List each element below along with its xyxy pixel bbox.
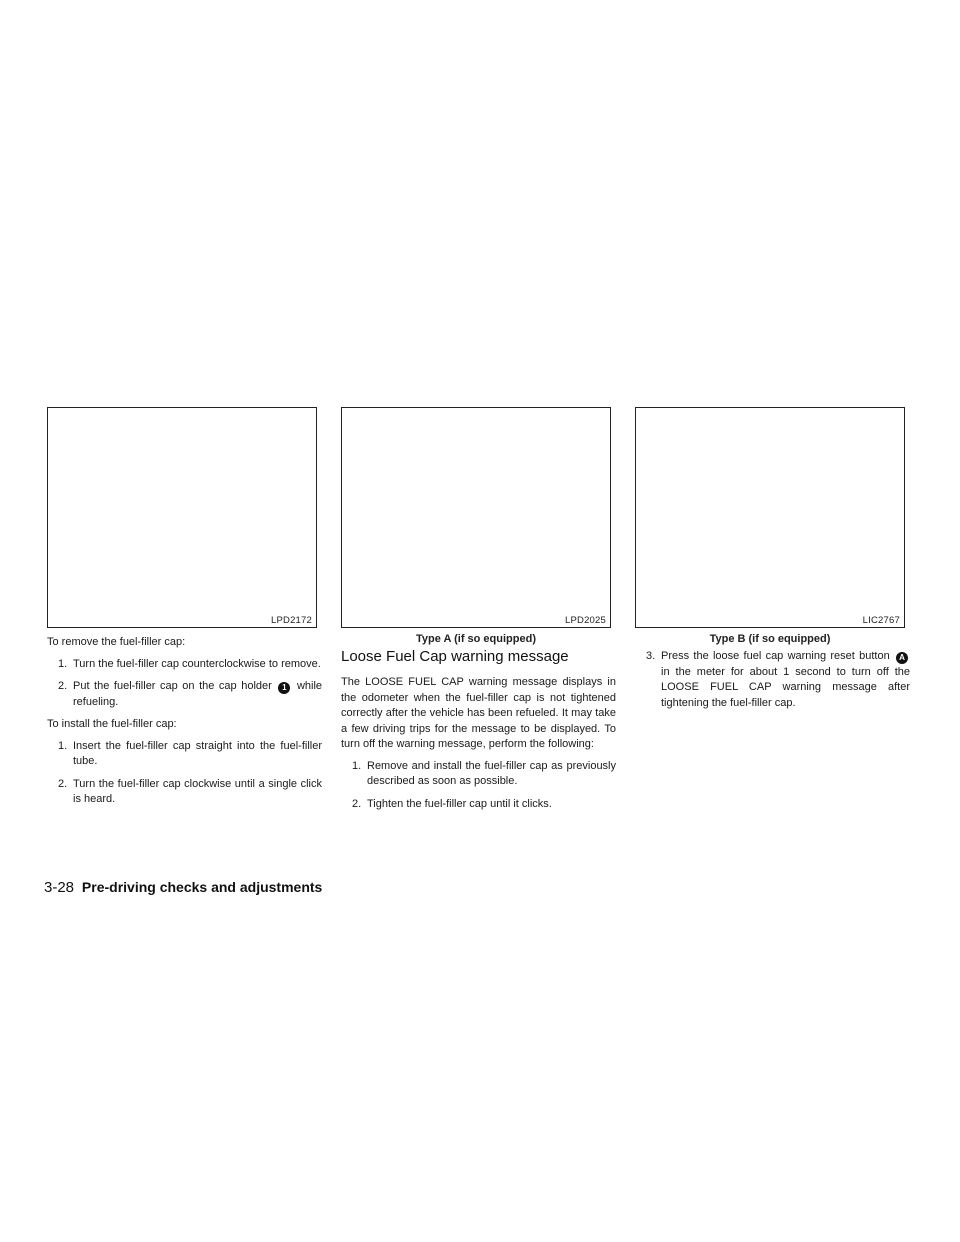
figure-caption-type-b: Type B (if so equipped) xyxy=(709,633,831,645)
remove-intro: To remove the fuel-filler cap: xyxy=(47,636,186,648)
remove-step-1 xyxy=(47,657,322,673)
marker-a-icon: A xyxy=(896,652,908,664)
install-intro: To install the fuel-filler cap: xyxy=(47,718,177,730)
figure-code: LPD2025 xyxy=(564,615,606,626)
step-number: 3. xyxy=(646,650,656,662)
warning-description: The LOOSE FUEL CAP warning message displays in the odometer when the fuel-filler cap is not tightened correctly after the vehicle has been refueled. It may take a few driving trips for the message to be displayed. To turn off the warning message, perform the following: xyxy=(341,676,616,750)
step-text: Tighten the fuel-filler cap until it clicks. xyxy=(367,797,552,810)
figure-code: LPD2172 xyxy=(270,615,312,626)
step-text: Put the fuel-filler cap on the cap holder xyxy=(73,680,272,692)
marker-1-icon: 1 xyxy=(278,682,290,694)
step-text: Press the loose fuel cap warning reset button xyxy=(661,650,890,662)
figure-type-b-meter xyxy=(635,407,905,628)
remove-step-2 xyxy=(47,679,322,710)
page-footer xyxy=(44,879,322,896)
step-number: 2. xyxy=(58,777,68,790)
step-text: Turn the fuel-filler cap counterclockwise to remove. xyxy=(73,657,321,670)
step-number: 2. xyxy=(352,797,362,810)
figure-type-a-meter xyxy=(341,407,611,628)
step-number: 2. xyxy=(58,680,68,692)
install-step-1 xyxy=(47,739,322,770)
step-text: Remove and install the fuel-filler cap as previously described as soon as possible. xyxy=(367,759,616,787)
step-number: 1. xyxy=(352,759,362,772)
install-step-2 xyxy=(47,777,322,808)
section-heading: Loose Fuel Cap warning message xyxy=(341,648,569,665)
warning-step-2 xyxy=(341,797,616,813)
step-number: 1. xyxy=(58,657,68,670)
page-number: 3-28 xyxy=(44,879,75,896)
section-title: Pre-driving checks and adjustments xyxy=(81,879,323,895)
step-text: in the meter for about 1 second to turn off the LOOSE FUEL CAP warning message after tightening the fuel-filler cap. xyxy=(661,665,910,709)
warning-step-3 xyxy=(635,649,910,711)
middle-column xyxy=(341,638,616,819)
figure-code: LIC2767 xyxy=(862,615,900,626)
left-column xyxy=(47,635,322,815)
right-column xyxy=(635,649,910,718)
step-text: Insert the fuel-filler cap straight into the fuel-filler tube. xyxy=(73,739,322,767)
step-text: Turn the fuel-filler cap clockwise until a single click is heard. xyxy=(73,777,322,805)
warning-step-1 xyxy=(341,759,616,790)
step-text: while refueling. xyxy=(73,680,323,708)
step-number: 1. xyxy=(58,739,68,752)
figure-caption-type-a: Type A (if so equipped) xyxy=(416,633,536,645)
figure-fuel-cap-holder xyxy=(47,407,317,628)
